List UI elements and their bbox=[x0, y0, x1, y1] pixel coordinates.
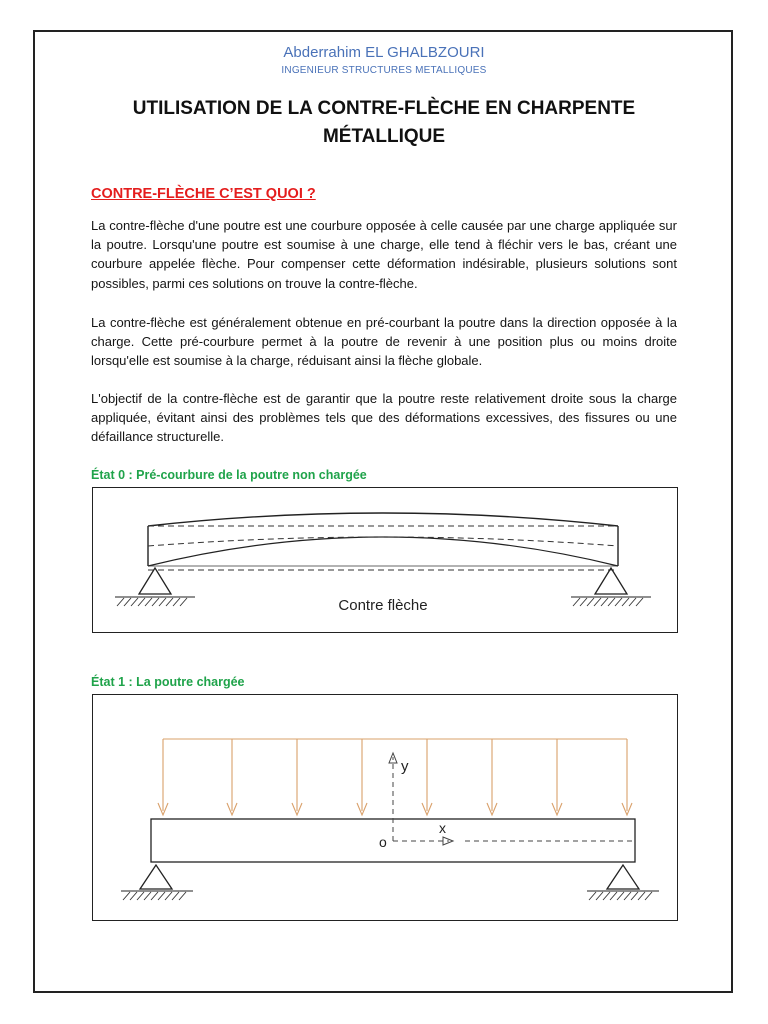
loaded-beam-diagram bbox=[93, 695, 676, 919]
right-support-icon bbox=[595, 568, 627, 594]
author-name: Abderrahim EL GHALBZOURI bbox=[283, 44, 485, 61]
axis-x-label: x bbox=[439, 820, 446, 836]
document-title: UTILISATION DE LA CONTRE-FLÈCHE EN CHARPENTE MÉTALLIQUE bbox=[132, 98, 636, 147]
origin-label: o bbox=[379, 834, 387, 850]
caption-state-0: État 0 : Pré-courbure de la poutre non chargée bbox=[91, 468, 367, 482]
paragraph-objective: L'objectif de la contre-flèche est de garantir que la poutre reste relativement droite sous la charge appliquée, évitant ainsi des problèmes tels que des déformations excessives, des fissures ou une défaillance structurelle. bbox=[91, 391, 677, 445]
axis-y-label: y bbox=[401, 758, 409, 775]
left-support-icon bbox=[140, 865, 172, 889]
figure-precamber bbox=[92, 487, 678, 633]
paragraph-method: La contre-flèche est généralement obtenue en pré-courbant la poutre dans la direction opposée à la charge. Cette pré-courbure permet à la poutre de revenir à une position plus ou moins droite lorsqu'elle est soumise à la charge, réduisant ainsi la flèche globale. bbox=[91, 315, 677, 369]
left-support-icon bbox=[139, 568, 171, 594]
section-heading: CONTRE-FLÈCHE C’EST QUOI ? bbox=[91, 186, 316, 202]
author-role: INGENIEUR STRUCTURES METALLIQUES bbox=[281, 65, 487, 76]
right-support-icon bbox=[607, 865, 639, 889]
figure-loaded-beam bbox=[92, 694, 678, 921]
load-arrows bbox=[158, 739, 632, 815]
precamber-diagram bbox=[93, 488, 676, 631]
precamber-label: Contre flèche bbox=[338, 597, 428, 614]
caption-state-1: État 1 : La poutre chargée bbox=[91, 675, 245, 689]
paragraph-definition: La contre-flèche d'une poutre est une courbure opposée à celle causée par une charge appliquée sur la poutre. Lorsqu'une poutre est soumise à une charge, elle tend à fléchir vers le bas, créant une courbure appelée flèche. Pour compenser cette déformation indésirable, plusieurs solutions sont possibles, parmi ces solutions on trouve la contre-flèche. bbox=[91, 218, 677, 291]
